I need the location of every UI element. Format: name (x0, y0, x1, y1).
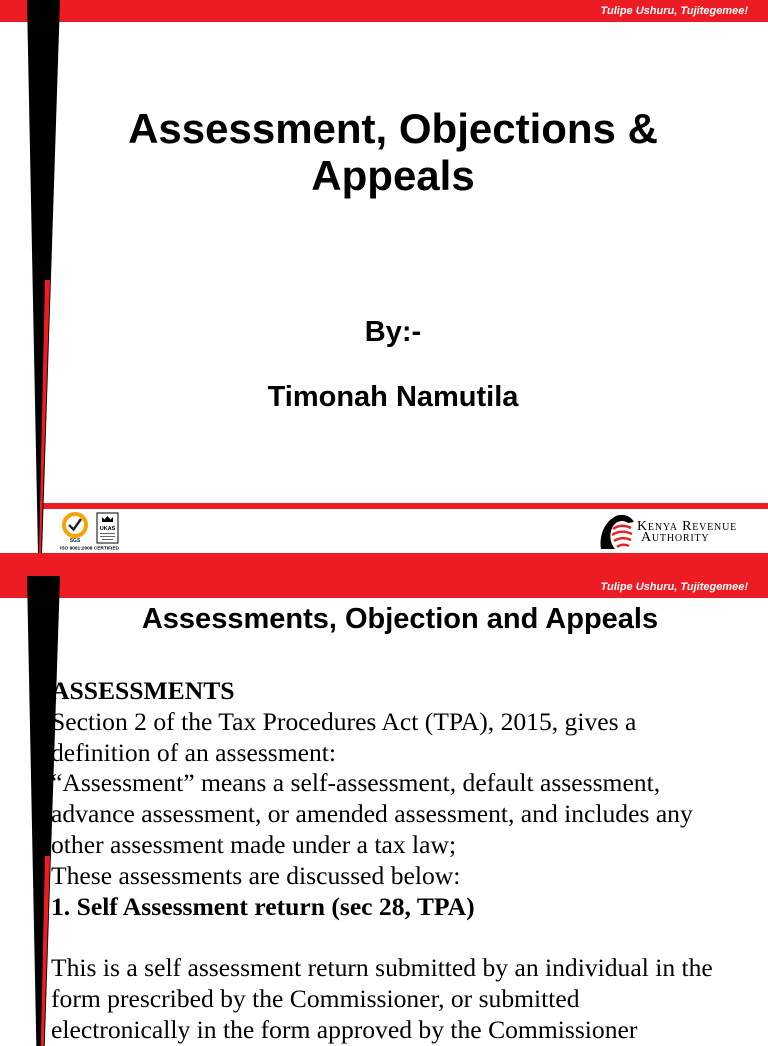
body-line: other assessment made under a tax law; (51, 829, 457, 859)
ukas-detail-line (100, 533, 115, 534)
ukas-logo-lettering: UKAS (99, 526, 116, 532)
presentation-title-line-1: Assessment, Objections & (128, 105, 658, 152)
organization-name (637, 521, 747, 543)
body-line: form prescribed by the Commissioner, or submitted (51, 983, 580, 1013)
body-line: “Assessment” means a self-assessment, default assessment, (51, 768, 661, 798)
kra-lion-emblem-icon (598, 512, 636, 550)
body-line: definition of an assessment: (51, 737, 337, 767)
ukas-detail-line (100, 536, 115, 537)
presentation-title-line-2: Appeals (311, 152, 475, 199)
slide-body (51, 676, 761, 1044)
body-line: Section 2 of the Tax Procedures Act (TPA), 2015, gives a (51, 706, 637, 736)
blank-line (51, 922, 761, 953)
ukas-detail-line (102, 539, 113, 540)
slide-tagline: Tulipe Ushuru, Tujitegemee! (600, 581, 748, 593)
body-line: These assessments are discussed below: (51, 860, 461, 890)
emblem-red-stripe (617, 545, 629, 547)
emblem-red-stripe (612, 532, 632, 535)
body-line: advance assessment, or amended assessment, and includes any (51, 799, 693, 829)
emblem-red-stripe (614, 538, 631, 541)
by-label: By:- (364, 316, 422, 348)
body-line-partially-visible: electronically in the form approved by the Commissioner (51, 1014, 638, 1044)
subsection-heading: 1. Self Assessment return (sec 28, TPA) (51, 891, 475, 921)
slide-title: Assessments, Objection and Appeals (141, 603, 659, 635)
slide-2 (0, 576, 768, 1044)
author-name: Timonah Namutila (267, 381, 519, 413)
bottom-red-band (0, 553, 768, 576)
organization-name-line-2: Authority (641, 530, 710, 545)
organization-name-line-1: Kenya Revenue (637, 519, 738, 534)
slide-tagline: Tulipe Ushuru, Tujitegemee! (600, 5, 748, 17)
left-wedge-decoration (0, 0, 80, 576)
section-heading: ASSESSMENTS (51, 676, 235, 705)
presentation-title (60, 105, 726, 199)
body-line: This is a self assessment return submitted by an individual in the (51, 953, 713, 983)
sgs-logo-lettering: SGS (69, 538, 81, 544)
certification-caption: ISO 9001:2008 CERTIFIED (60, 546, 120, 552)
emblem-red-stripe (613, 526, 631, 529)
ukas-logo (97, 513, 118, 543)
footer-red-rule (42, 503, 768, 509)
